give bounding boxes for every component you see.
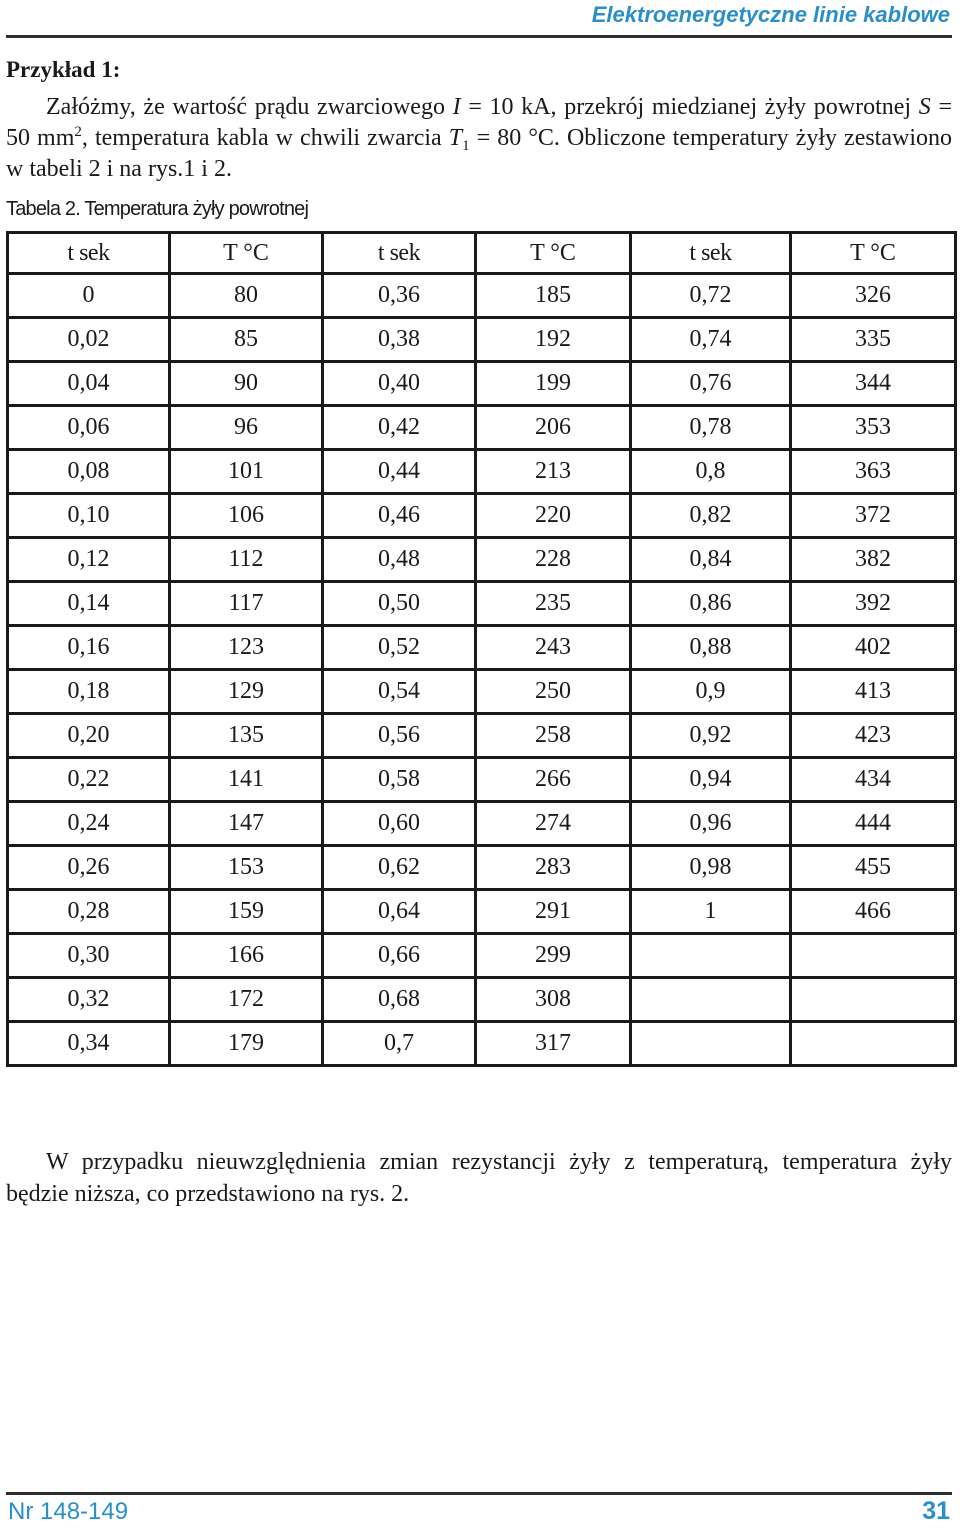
table-cell: 0,24 [8, 802, 170, 846]
page-number: 31 [922, 1497, 950, 1525]
table-cell [631, 1022, 791, 1066]
table-cell: 206 [476, 406, 631, 450]
table-cell: 0,12 [8, 538, 170, 582]
table-cell: 413 [791, 670, 956, 714]
table-cell: 0,7 [323, 1022, 476, 1066]
table-cell: 0,84 [631, 538, 791, 582]
table-cell: 353 [791, 406, 956, 450]
header-rule [6, 35, 952, 38]
table-cell: 0,02 [8, 318, 170, 362]
table-cell: 250 [476, 670, 631, 714]
table-row [8, 802, 956, 846]
table-cell: 308 [476, 978, 631, 1022]
table-cell: 344 [791, 362, 956, 406]
table-cell: 382 [791, 538, 956, 582]
table-cell [631, 934, 791, 978]
table-cell: 85 [170, 318, 323, 362]
table-cell: 141 [170, 758, 323, 802]
table-row [8, 890, 956, 934]
intro-text-3: = 50 mm [6, 94, 952, 151]
exponent: 2 [74, 124, 82, 140]
table-cell: 220 [476, 494, 631, 538]
table-cell: 0,44 [323, 450, 476, 494]
table-cell [791, 934, 956, 978]
table-cell: 0,40 [323, 362, 476, 406]
intro-text-1: Załóżmy, że wartość prądu zwarciowego [46, 94, 453, 120]
column-header: T °C [170, 233, 323, 274]
table-cell: 0,34 [8, 1022, 170, 1066]
table-cell: 0,32 [8, 978, 170, 1022]
table-cell: 0,54 [323, 670, 476, 714]
table-cell: 0,42 [323, 406, 476, 450]
issue-number: Nr 148-149 [8, 1498, 129, 1525]
table-cell: 0,62 [323, 846, 476, 890]
column-header: T °C [791, 233, 956, 274]
table-cell: 0,30 [8, 934, 170, 978]
table-cell: 266 [476, 758, 631, 802]
table-cell: 117 [170, 582, 323, 626]
table-cell [631, 978, 791, 1022]
table-cell: 0,04 [8, 362, 170, 406]
intro-text-2: = 10 kA, przekrój miedzianej żyły powrotnej [460, 94, 919, 120]
table-cell: 90 [170, 362, 323, 406]
table-cell: 0,18 [8, 670, 170, 714]
table-cell: 213 [476, 450, 631, 494]
table-cell: 199 [476, 362, 631, 406]
column-header: t sek [323, 233, 476, 274]
variable-temperature: T [448, 125, 463, 151]
table-cell: 147 [170, 802, 323, 846]
table-header-row [8, 233, 956, 274]
table-cell: 363 [791, 450, 956, 494]
table-row [8, 362, 956, 406]
table-cell: 153 [170, 846, 323, 890]
table-cell: 0,78 [631, 406, 791, 450]
table-row [8, 406, 956, 450]
table-cell: 0,22 [8, 758, 170, 802]
table-row [8, 274, 956, 318]
table-cell: 299 [476, 934, 631, 978]
table-cell: 0,88 [631, 626, 791, 670]
table-row [8, 626, 956, 670]
table-cell: 192 [476, 318, 631, 362]
table-cell: 101 [170, 450, 323, 494]
table-cell: 0,28 [8, 890, 170, 934]
intro-text-5: = 80 °C. Obliczone temperatury żyły zestawiono w tabeli 2 i na rys.1 i 2. [6, 125, 953, 182]
table-cell: 0,98 [631, 846, 791, 890]
table-cell: 392 [791, 582, 956, 626]
table-cell: 326 [791, 274, 956, 318]
table-cell: 106 [170, 494, 323, 538]
table-body [8, 274, 956, 1066]
example-heading: Przykład 1: [6, 57, 121, 82]
table-cell: 0,96 [631, 802, 791, 846]
table-row [8, 318, 956, 362]
temperature-table [6, 231, 957, 1067]
table-row [8, 846, 956, 890]
table-cell: 80 [170, 274, 323, 318]
table-cell: 228 [476, 538, 631, 582]
table-cell: 0,38 [323, 318, 476, 362]
column-header: t sek [8, 233, 170, 274]
table-cell: 0,52 [323, 626, 476, 670]
table-cell: 372 [791, 494, 956, 538]
table-cell: 1 [631, 890, 791, 934]
table-cell: 0,20 [8, 714, 170, 758]
table-cell: 0,94 [631, 758, 791, 802]
table-cell: 0,86 [631, 582, 791, 626]
table-cell: 179 [170, 1022, 323, 1066]
table-cell: 0,14 [8, 582, 170, 626]
table-cell: 135 [170, 714, 323, 758]
table-cell: 0,36 [323, 274, 476, 318]
table-cell: 258 [476, 714, 631, 758]
table-row [8, 978, 956, 1022]
table-row [8, 934, 956, 978]
intro-paragraph [6, 92, 952, 185]
table-cell: 0,08 [8, 450, 170, 494]
table-cell: 0,82 [631, 494, 791, 538]
table-row [8, 1022, 956, 1066]
table-cell: 166 [170, 934, 323, 978]
table-row [8, 450, 956, 494]
table-cell: 402 [791, 626, 956, 670]
table-cell: 0,9 [631, 670, 791, 714]
table-cell: 444 [791, 802, 956, 846]
table-row [8, 582, 956, 626]
table-caption: Tabela 2. Temperatura żyły powrotnej [6, 198, 309, 220]
table-row [8, 758, 956, 802]
table-cell: 423 [791, 714, 956, 758]
table-cell: 335 [791, 318, 956, 362]
table-row [8, 538, 956, 582]
table-cell: 466 [791, 890, 956, 934]
table-cell: 0,60 [323, 802, 476, 846]
table-cell: 185 [476, 274, 631, 318]
table-cell: 0 [8, 274, 170, 318]
variable-current: I [452, 94, 461, 120]
table-cell: 0,46 [323, 494, 476, 538]
table-cell: 112 [170, 538, 323, 582]
table-cell [791, 1022, 956, 1066]
table-cell: 0,72 [631, 274, 791, 318]
table-cell: 96 [170, 406, 323, 450]
table-cell: 0,48 [323, 538, 476, 582]
table-row [8, 714, 956, 758]
footer-rule [6, 1492, 952, 1495]
column-header: t sek [631, 233, 791, 274]
table-cell: 0,8 [631, 450, 791, 494]
table-cell: 0,50 [323, 582, 476, 626]
table-cell: 283 [476, 846, 631, 890]
table-row [8, 494, 956, 538]
table-cell: 434 [791, 758, 956, 802]
table-cell: 0,92 [631, 714, 791, 758]
table-cell: 235 [476, 582, 631, 626]
running-header-title: Elektroenergetyczne linie kablowe [591, 2, 950, 27]
table-cell: 0,26 [8, 846, 170, 890]
table-cell: 0,10 [8, 494, 170, 538]
table-cell: 123 [170, 626, 323, 670]
table-cell: 243 [476, 626, 631, 670]
table-cell: 0,58 [323, 758, 476, 802]
table-cell: 0,74 [631, 318, 791, 362]
table-cell: 291 [476, 890, 631, 934]
table-cell: 0,56 [323, 714, 476, 758]
table-cell: 172 [170, 978, 323, 1022]
closing-paragraph: W przypadku nieuwzględnienia zmian rezystancji żyły z temperaturą, temperatura żyły będzie niższa, co przedstawiono na rys. 2. [6, 1149, 952, 1207]
table-cell: 0,16 [8, 626, 170, 670]
table-cell: 0,66 [323, 934, 476, 978]
table-cell: 0,68 [323, 978, 476, 1022]
table-cell: 274 [476, 802, 631, 846]
table-cell: 455 [791, 846, 956, 890]
column-header: T °C [476, 233, 631, 274]
table-cell: 0,64 [323, 890, 476, 934]
table-cell: 0,06 [8, 406, 170, 450]
variable-cross-section: S [918, 94, 931, 120]
table-cell: 0,76 [631, 362, 791, 406]
table-cell [791, 978, 956, 1022]
intro-text-4: , temperatura kabla w chwili zwarcia [81, 125, 449, 151]
subscript: 1 [462, 138, 470, 154]
table-cell: 159 [170, 890, 323, 934]
table-row [8, 670, 956, 714]
table-cell: 317 [476, 1022, 631, 1066]
table-cell: 129 [170, 670, 323, 714]
